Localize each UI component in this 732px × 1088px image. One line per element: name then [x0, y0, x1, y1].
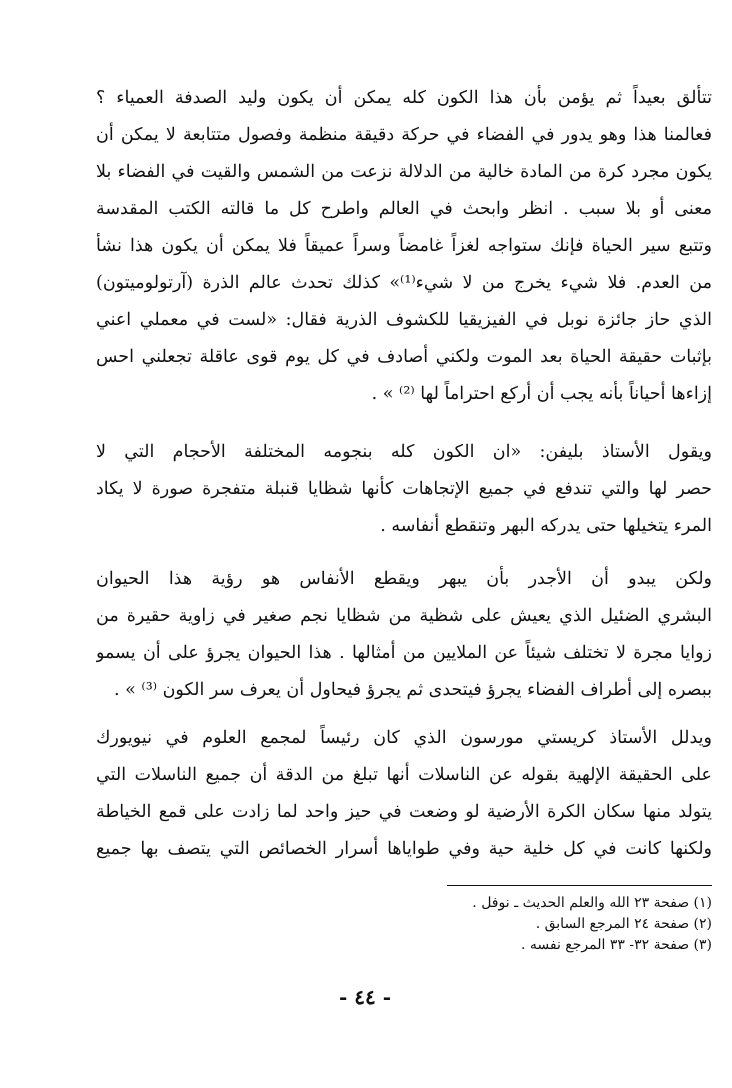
footnote-3: (٣) صفحة ٣٢- ٣٣ المرجع نفسه .: [520, 937, 712, 953]
paragraph-4: [96, 720, 712, 868]
footnote-2: (٢) صفحة ٢٤ المرجع السابق .: [535, 916, 712, 932]
text-line: البشري الضئيل الذي يعيش على شظية من شظايا نجم صغير في زاوية حقيرة من: [96, 606, 712, 626]
text-line: ولكنها كانت في كل خلية حية وفي طواياها أسرار الخصائص التي يتصف بها جميع: [96, 839, 712, 859]
text-line: زوايا مجرة لا تختلف شيئاً عن الملايين من أمثالها . هذا الحيوان يجرؤ على أن يسمو: [96, 643, 712, 663]
text-line: ببصره إلى أطراف الفضاء يجرؤ فيتحدى ثم يجرؤ فيحاول أن يعرف سر الكون ⁽³⁾ » .: [113, 680, 712, 700]
text-line: ولكن يبدو أن الأجدر بأن يبهر ويقطع الأنفاس هو رؤية هذا الحيوان: [96, 569, 712, 589]
text-line: فعالمنا هذا وهو يدور في الفضاء في حركة دقيقة منظمة وفصول متتابعة لا يمكن أن: [96, 125, 712, 145]
text-line: ويدلل الأستاذ كريستي مورسون الذي كان رئيساً لمجمع العلوم في نيويورك: [96, 728, 712, 748]
page-number: - ٤٤ -: [338, 985, 391, 1009]
text-line: من العدم. فلا شيء يخرج من لا شيء⁽¹⁾» كذلك تحدث عالم الذرة (آرتولوميتون): [96, 273, 712, 293]
text-line: المرء يتخيلها حتى يدركه البهر وتنقطع أنفاسه .: [380, 516, 712, 536]
paragraph-3: [96, 561, 712, 709]
text-line: وتتبع سير الحياة فإنك ستواجه لغزاً غامضاً وسراً عميقاً فلا يمكن أن يكون هذا نشأ: [96, 236, 712, 256]
footnotes: [200, 893, 712, 956]
paragraph-2: [96, 434, 712, 545]
text-line: ويقول الأستاذ بليفن: «ان الكون كله بنجومه المختلفة الأحجام التي لا: [96, 442, 712, 462]
footnote-divider: [447, 885, 712, 886]
text-line: بإثبات حقيقة الحياة بعد الموت ولكني أصادف في كل يوم قوى عاقلة تجعلني احس: [96, 347, 712, 367]
text-line: يتولد منها سكان الكرة الأرضية لو وضعت في حيز واحد لما زادت على قمع الخياطة: [96, 802, 712, 822]
text-line: تتألق بعيداً ثم يؤمن بأن هذا الكون كله يمكن أن يكون وليد الصدفة العمياء ؟: [96, 88, 712, 108]
footnote-1: (١) صفحة ٢٣ الله والعلم الحديث ـ نوفل .: [472, 895, 712, 911]
text-line: معنى أو بلا سبب . انظر وابحث في العالم واطرح كل ما قالته الكتب المقدسة: [96, 199, 712, 219]
text-line: الذي حاز جائزة نوبل في الفيزيقيا للكشوف الذرية فقال: «لست في معملي اعني: [96, 310, 712, 330]
text-line: على الحقيقة الإلهية بقوله عن الناسلات أنها تبلغ من الدقة أن جميع الناسلات التي: [96, 765, 712, 785]
paragraph-1: [96, 80, 712, 413]
text-line: إزاءها أحياناً بأنه يجب أن أركع احتراماً لها ⁽²⁾ » .: [371, 384, 712, 404]
text-line: حصر لها والتي تندفع في جميع الإتجاهات كأنها شظايا قنبلة متفجرة صورة لا يكاد: [96, 479, 712, 499]
text-line: يكون مجرد كرة من المادة خالية من الدلالة نزعت من الشمس والقيت في الفضاء بلا: [96, 162, 712, 182]
